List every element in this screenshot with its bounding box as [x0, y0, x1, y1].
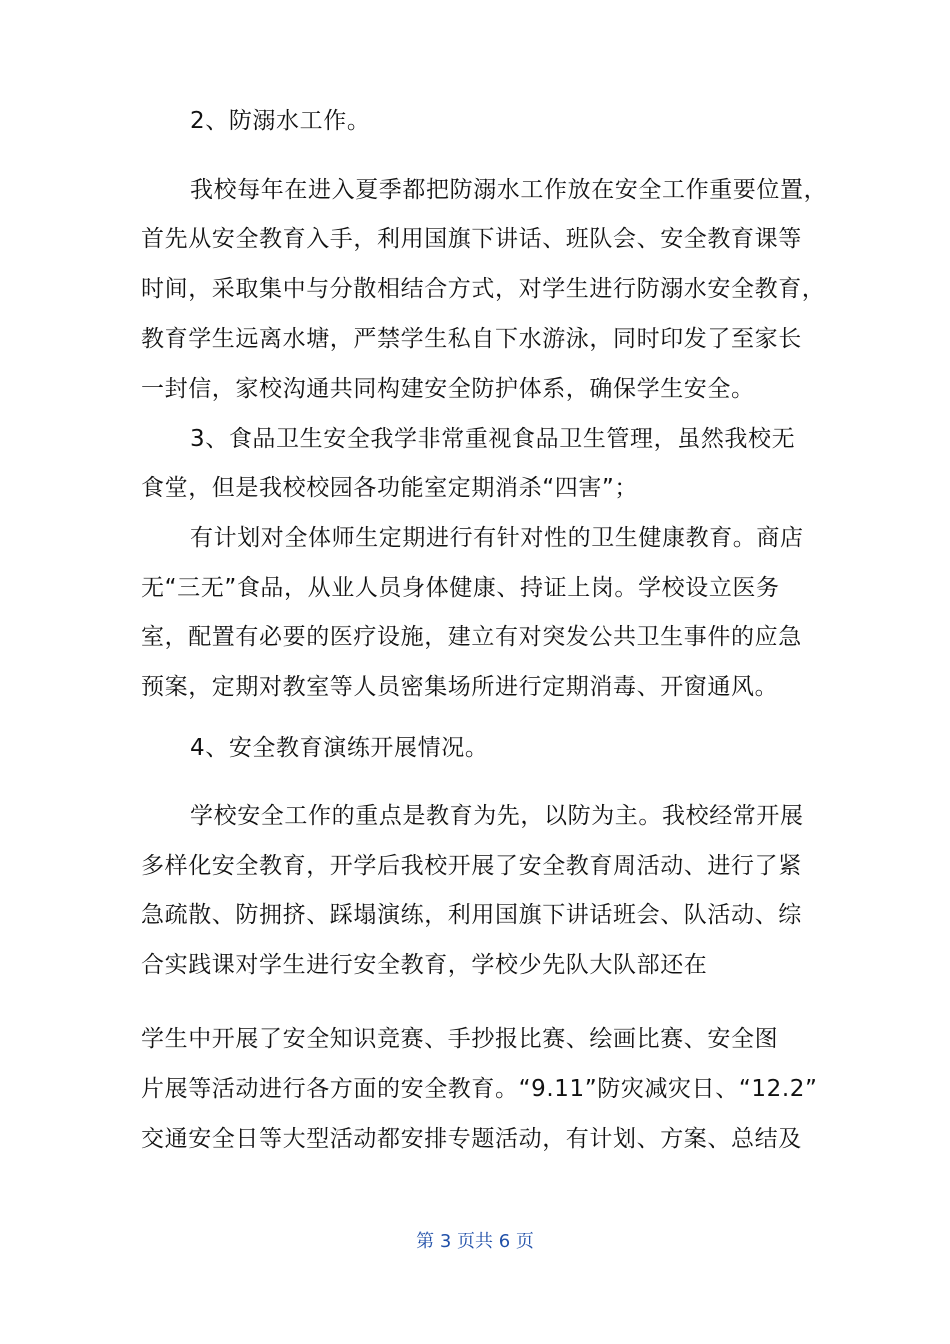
- paragraph-line: 急疏散、防拥挤、踩塌演练，利用国旗下讲话班会、队活动、综: [141, 902, 802, 928]
- paragraph-line: 食堂，但是我校校园各功能室定期消杀“四害”；: [141, 475, 639, 501]
- heading-drowning-prevention: 2、防溺水工作。: [190, 108, 371, 134]
- paragraph-line: 有计划对全体师生定期进行有针对性的卫生健康教育。商店: [190, 525, 804, 551]
- heading-safety-drills: 4、安全教育演练开展情况。: [190, 735, 489, 761]
- paragraph-line: 3、食品卫生安全我学非常重视食品卫生管理，虽然我校无: [190, 426, 796, 452]
- paragraph-line: 学生中开展了安全知识竞赛、手抄报比赛、绘画比赛、安全图: [141, 1026, 779, 1052]
- paragraph-line: 合实践课对学生进行安全教育，学校少先队大队部还在: [141, 952, 708, 978]
- paragraph-line: 教育学生远离水塘，严禁学生私自下水游泳，同时印发了至家长: [141, 326, 802, 352]
- paragraph-line: 交通安全日等大型活动都安排专题活动，有计划、方案、总结及: [141, 1126, 802, 1152]
- paragraph-line: 多样化安全教育，开学后我校开展了安全教育周活动、进行了紧: [141, 853, 802, 879]
- paragraph-line: 时间，采取集中与分散相结合方式，对学生进行防溺水安全教育，: [141, 276, 826, 302]
- paragraph-line: 首先从安全教育入手，利用国旗下讲话、班队会、安全教育课等: [141, 226, 802, 252]
- page-number-footer: 第 3 页共 6 页: [416, 1231, 534, 1252]
- paragraph-line: 无“三无”食品，从业人员身体健康、持证上岗。学校设立医务: [141, 575, 780, 601]
- paragraph-line: 室，配置有必要的医疗设施，建立有对突发公共卫生事件的应急: [141, 624, 802, 650]
- paragraph-line: 片展等活动进行各方面的安全教育。“9.11”防灾减灾日、“12.2”: [141, 1076, 818, 1102]
- paragraph-line: 学校安全工作的重点是教育为先，以防为主。我校经常开展: [190, 803, 804, 829]
- paragraph-line: 一封信，家校沟通共同构建安全防护体系，确保学生安全。: [141, 376, 755, 402]
- paragraph-line: 我校每年在进入夏季都把防溺水工作放在安全工作重要位置，: [190, 177, 828, 203]
- paragraph-line: 预案，定期对教室等人员密集场所进行定期消毒、开窗通风。: [141, 674, 779, 700]
